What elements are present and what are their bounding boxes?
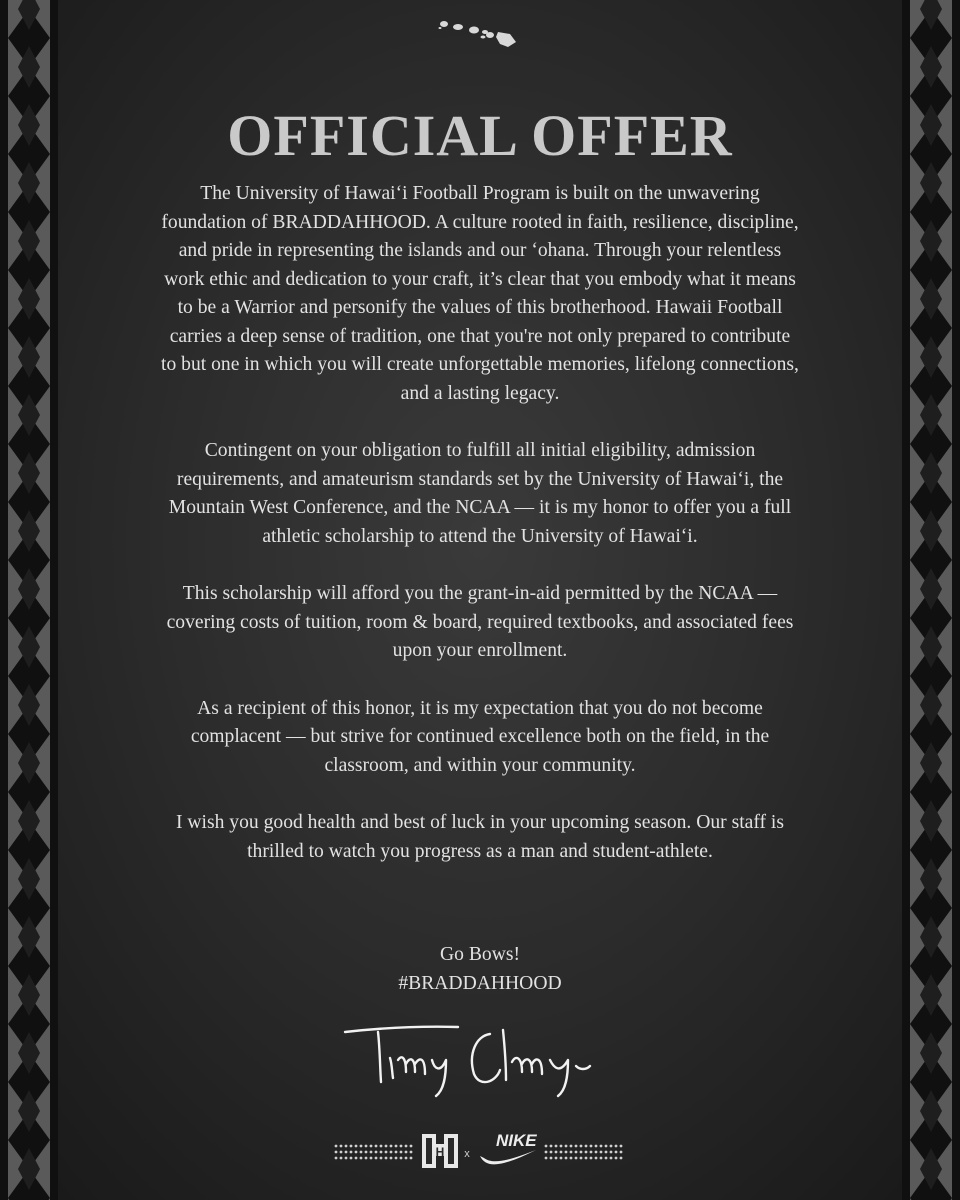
footer-dot bbox=[400, 1157, 403, 1160]
tribal-diamond bbox=[920, 0, 942, 30]
footer-dot bbox=[400, 1145, 403, 1148]
footer-dot bbox=[615, 1151, 618, 1154]
tribal-diamond bbox=[18, 1090, 40, 1132]
footer-dot bbox=[345, 1151, 348, 1154]
tribal-diamond bbox=[920, 800, 942, 842]
footer-dot bbox=[355, 1157, 358, 1160]
footer-dot bbox=[365, 1151, 368, 1154]
footer-dot bbox=[405, 1145, 408, 1148]
paragraph-scholarship: This scholarship will afford you the grant-in-aid permitted by the NCAA — covering costs of tuition, room & board, required textbooks, and associated fees upon your enrollment. bbox=[166, 583, 794, 661]
footer-dot bbox=[370, 1151, 373, 1154]
right-tribal-border bbox=[902, 0, 960, 1200]
paragraph-intro: The University of Hawai‘i Football Program is built on the unwavering foundation of BRADDAHHOOD. A culture rooted in faith, resilience, discipline, and pride in representing the islands and our ‘ohana. Through your relentless work ethic and dedication to your craft, it’s clear that you embody what it means to be a Warrior and personify the values of this brotherhood. Hawaii Football carries a deep sense of tradition, one that you're not only prepared to contribute to but one in which you will create unforgettable memories, lifelong connections, and a lasting legacy. bbox=[161, 183, 799, 404]
footer-dot bbox=[600, 1157, 603, 1160]
footer-dot bbox=[380, 1145, 383, 1148]
footer-dot bbox=[340, 1145, 343, 1148]
tribal-diamond bbox=[920, 452, 942, 494]
footer-dot bbox=[375, 1157, 378, 1160]
letter-closing bbox=[0, 940, 960, 998]
tribal-diamond bbox=[920, 568, 942, 610]
tribal-diamond bbox=[18, 1032, 40, 1074]
footer-dot bbox=[560, 1151, 563, 1154]
tribal-diamond bbox=[18, 800, 40, 842]
tribal-diamond bbox=[920, 278, 942, 320]
left-tribal-border bbox=[0, 0, 58, 1200]
footer-dot bbox=[590, 1157, 593, 1160]
nike-logo-icon bbox=[480, 1131, 537, 1164]
footer-dot bbox=[570, 1145, 573, 1148]
footer-dot bbox=[400, 1151, 403, 1154]
footer-logos bbox=[0, 1128, 960, 1174]
tribal-diamond bbox=[920, 220, 942, 262]
footer-dot bbox=[410, 1157, 413, 1160]
footer-dot bbox=[605, 1157, 608, 1160]
footer-dot bbox=[620, 1151, 623, 1154]
svg-text:H: H bbox=[435, 1145, 445, 1159]
footer-dot bbox=[370, 1145, 373, 1148]
footer-dot bbox=[555, 1151, 558, 1154]
tribal-diamond bbox=[18, 46, 40, 88]
footer-dot bbox=[605, 1151, 608, 1154]
footer-dot bbox=[580, 1157, 583, 1160]
footer-dot bbox=[610, 1145, 613, 1148]
footer-dot bbox=[355, 1145, 358, 1148]
tribal-diamond bbox=[18, 858, 40, 900]
footer-dot bbox=[340, 1157, 343, 1160]
tribal-diamond bbox=[920, 626, 942, 668]
footer-dot bbox=[405, 1157, 408, 1160]
tribal-diamond bbox=[920, 684, 942, 726]
footer-dot bbox=[550, 1151, 553, 1154]
footer-dot bbox=[545, 1157, 548, 1160]
footer-dot bbox=[350, 1145, 353, 1148]
footer-dot bbox=[595, 1145, 598, 1148]
footer-dot bbox=[405, 1151, 408, 1154]
footer-dot bbox=[555, 1145, 558, 1148]
footer-dot bbox=[395, 1151, 398, 1154]
footer-dot bbox=[360, 1157, 363, 1160]
tribal-diamond bbox=[18, 568, 40, 610]
tribal-diamond bbox=[920, 510, 942, 552]
footer-dot bbox=[615, 1157, 618, 1160]
footer-dot bbox=[610, 1157, 613, 1160]
paragraph-expectation: As a recipient of this honor, it is my expectation that you do not become complacent — but strive for continued excellence both on the field, in the classroom, and within your community. bbox=[190, 697, 770, 776]
footer-dot bbox=[590, 1145, 593, 1148]
footer-dot bbox=[585, 1151, 588, 1154]
footer-dot bbox=[345, 1157, 348, 1160]
tribal-diamond bbox=[920, 46, 942, 88]
footer-dot bbox=[560, 1145, 563, 1148]
closing-go-bows: Go Bows! bbox=[439, 944, 520, 965]
footer-dot bbox=[575, 1145, 578, 1148]
footer-separator: x bbox=[464, 1148, 470, 1160]
tribal-diamond bbox=[18, 742, 40, 784]
tribal-diamond bbox=[18, 220, 40, 262]
footer-dot bbox=[390, 1145, 393, 1148]
right-border-pattern bbox=[902, 0, 960, 1200]
footer-dot bbox=[360, 1145, 363, 1148]
footer-dot bbox=[410, 1151, 413, 1154]
footer-dot bbox=[340, 1151, 343, 1154]
tribal-diamond bbox=[920, 394, 942, 436]
footer-dot bbox=[565, 1145, 568, 1148]
footer-band bbox=[0, 1128, 960, 1174]
footer-dots-right bbox=[545, 1145, 623, 1160]
footer-dot bbox=[360, 1151, 363, 1154]
footer-dot bbox=[375, 1145, 378, 1148]
footer-dot bbox=[390, 1157, 393, 1160]
footer-dot bbox=[390, 1151, 393, 1154]
tribal-diamond bbox=[920, 1090, 942, 1132]
footer-dot bbox=[355, 1151, 358, 1154]
hawaiian-islands-icon bbox=[438, 18, 522, 48]
footer-dot bbox=[570, 1157, 573, 1160]
footer-dot bbox=[605, 1145, 608, 1148]
footer-dot bbox=[595, 1157, 598, 1160]
tribal-diamond bbox=[18, 394, 40, 436]
footer-dot bbox=[580, 1151, 583, 1154]
footer-dot bbox=[395, 1145, 398, 1148]
footer-dot bbox=[395, 1157, 398, 1160]
closing-hashtag: #BRADDAHHOOD bbox=[398, 973, 562, 994]
footer-dot bbox=[615, 1145, 618, 1148]
footer-dot bbox=[410, 1145, 413, 1148]
footer-dot bbox=[385, 1145, 388, 1148]
footer-dot bbox=[585, 1157, 588, 1160]
footer-dot bbox=[575, 1151, 578, 1154]
footer-dot bbox=[570, 1151, 573, 1154]
footer-dot bbox=[380, 1151, 383, 1154]
tribal-diamond bbox=[920, 336, 942, 378]
footer-dot bbox=[385, 1151, 388, 1154]
footer-dot bbox=[555, 1157, 558, 1160]
page-title: OFFICIAL OFFER bbox=[227, 103, 733, 168]
left-border-pattern bbox=[0, 0, 58, 1200]
tribal-diamond bbox=[18, 684, 40, 726]
tribal-diamond bbox=[18, 452, 40, 494]
footer-dot bbox=[550, 1145, 553, 1148]
tribal-diamond bbox=[18, 336, 40, 378]
footer-dot bbox=[545, 1151, 548, 1154]
footer-dot bbox=[595, 1151, 598, 1154]
footer-dot bbox=[560, 1157, 563, 1160]
footer-dot bbox=[380, 1157, 383, 1160]
footer-dot bbox=[600, 1145, 603, 1148]
footer-dot bbox=[550, 1157, 553, 1160]
footer-dot bbox=[585, 1145, 588, 1148]
footer-dots-left bbox=[335, 1145, 413, 1160]
tribal-diamond bbox=[18, 0, 40, 30]
footer-dot bbox=[600, 1151, 603, 1154]
footer-dot bbox=[335, 1145, 338, 1148]
tribal-diamond bbox=[18, 626, 40, 668]
letter-body bbox=[160, 180, 800, 895]
tribal-diamond bbox=[920, 1032, 942, 1074]
footer-dot bbox=[350, 1157, 353, 1160]
footer-dot bbox=[610, 1151, 613, 1154]
paragraph-wishes: I wish you good health and best of luck in your upcoming season. Our staff is thrilled to watch you progress as a man and student-athlete. bbox=[175, 812, 785, 862]
footer-dot bbox=[575, 1157, 578, 1160]
footer-dot bbox=[375, 1151, 378, 1154]
footer-dot bbox=[565, 1151, 568, 1154]
footer-dot bbox=[385, 1157, 388, 1160]
footer-dot bbox=[345, 1145, 348, 1148]
footer-dot bbox=[335, 1157, 338, 1160]
footer-dot bbox=[590, 1151, 593, 1154]
coach-signature bbox=[340, 1020, 620, 1100]
hawaii-h-logo-icon bbox=[422, 1134, 458, 1168]
tribal-diamond bbox=[18, 510, 40, 552]
footer-dot bbox=[620, 1145, 623, 1148]
footer-dot bbox=[335, 1151, 338, 1154]
paragraph-contingent: Contingent on your obligation to fulfill all initial eligibility, admission requirements, and amateurism standards set by the University of Hawai‘i, the Mountain West Conference, and the NCAA — it is my honor to offer you a full athletic scholarship to attend the University of Hawai‘i. bbox=[168, 440, 792, 547]
footer-dot bbox=[365, 1145, 368, 1148]
footer-dot bbox=[350, 1151, 353, 1154]
footer-dot bbox=[365, 1157, 368, 1160]
footer-dot bbox=[545, 1145, 548, 1148]
footer-dot bbox=[565, 1157, 568, 1160]
footer-dot bbox=[580, 1145, 583, 1148]
tribal-diamond bbox=[920, 858, 942, 900]
tribal-diamond bbox=[920, 742, 942, 784]
tribal-diamond bbox=[18, 278, 40, 320]
nike-wordmark: NIKE bbox=[496, 1131, 537, 1150]
footer-dot bbox=[370, 1157, 373, 1160]
footer-dot bbox=[620, 1157, 623, 1160]
